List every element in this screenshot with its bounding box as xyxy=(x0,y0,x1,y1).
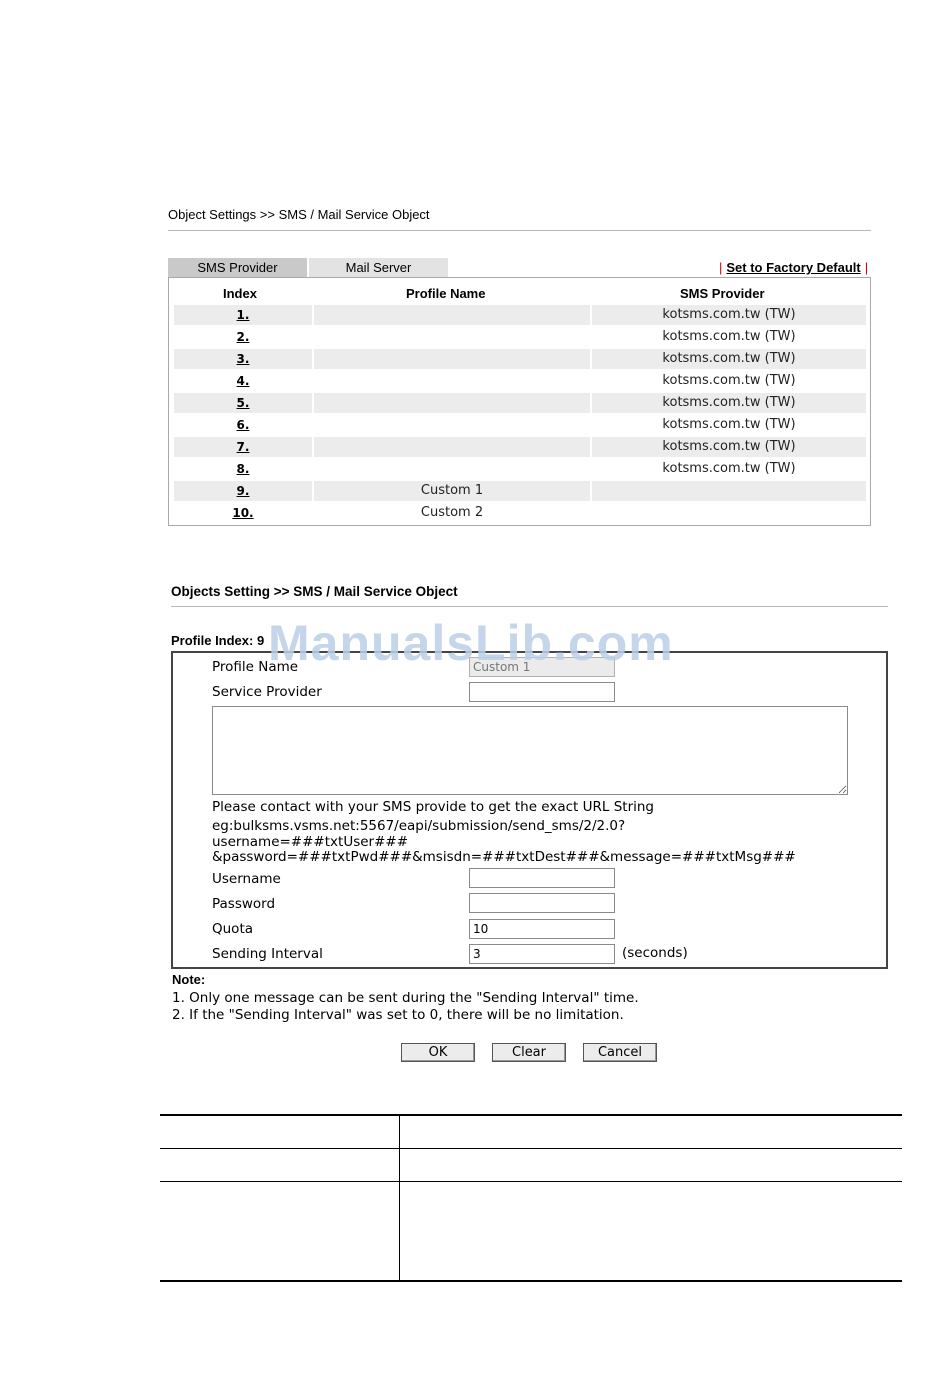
breadcrumb: Object Settings >> SMS / Mail Service Object xyxy=(168,207,430,222)
doc-table-bottom-border xyxy=(160,1280,902,1282)
cancel-button[interactable]: Cancel xyxy=(583,1043,657,1062)
profile-name-cell xyxy=(314,393,590,413)
password-label: Password xyxy=(212,896,276,912)
index-link[interactable]: 4. xyxy=(236,374,250,388)
quota-label: Quota xyxy=(212,921,254,937)
url-example-text: &password=###txtPwd###&msisdn=###txtDest###&message=###txtMsg### xyxy=(212,849,796,865)
column-header-profile-name: Profile Name xyxy=(406,286,486,301)
doc-table-column-divider xyxy=(399,1116,400,1280)
set-factory-default-link[interactable]: Set to Factory Default xyxy=(726,260,861,275)
profile-name-cell xyxy=(314,349,590,369)
table-row xyxy=(174,459,866,479)
table-row xyxy=(174,481,866,501)
doc-table-top-border xyxy=(160,1114,902,1116)
profile-name-cell xyxy=(314,437,590,457)
sms-provider-cell: kotsms.com.tw (TW) xyxy=(592,437,866,457)
profile-name-cell xyxy=(314,415,590,435)
index-link[interactable]: 3. xyxy=(236,352,250,366)
sms-provider-cell xyxy=(592,481,866,501)
profile-name-cell xyxy=(314,459,590,479)
index-link[interactable]: 10. xyxy=(232,506,254,520)
username-label: Username xyxy=(212,871,281,887)
tab-mail-server[interactable]: Mail Server xyxy=(309,258,448,277)
sms-provider-cell: kotsms.com.tw (TW) xyxy=(592,305,866,325)
profile-name-label: Profile Name xyxy=(212,659,299,675)
sms-provider-cell: kotsms.com.tw (TW) xyxy=(592,349,866,369)
url-example-text: username=###txtUser### xyxy=(212,834,409,850)
table-row xyxy=(174,327,866,347)
password-field[interactable] xyxy=(469,893,615,913)
index-link[interactable]: 9. xyxy=(236,484,250,498)
separator: | xyxy=(719,260,723,275)
profile-name-cell: Custom 1 xyxy=(314,481,590,501)
sms-provider-cell: kotsms.com.tw (TW) xyxy=(592,393,866,413)
table-row xyxy=(174,503,866,523)
ok-button[interactable]: OK xyxy=(401,1043,475,1062)
index-link[interactable]: 2. xyxy=(236,330,250,344)
sms-provider-table xyxy=(168,277,871,526)
sms-provider-cell: kotsms.com.tw (TW) xyxy=(662,461,796,476)
seconds-unit-label: (seconds) xyxy=(622,945,688,961)
url-hint-text: Please contact with your SMS provide to get the exact URL String xyxy=(212,799,655,815)
separator: | xyxy=(864,260,869,275)
doc-table-divider xyxy=(160,1181,902,1182)
sms-provider-cell: kotsms.com.tw (TW) xyxy=(662,329,796,344)
profile-name-cell xyxy=(314,305,590,325)
table-row xyxy=(174,415,866,435)
index-link[interactable]: 1. xyxy=(236,308,250,322)
column-header-sms-provider: SMS Provider xyxy=(680,286,765,301)
column-header-index: Index xyxy=(223,286,257,301)
note-item: 1. Only one message can be sent during the "Sending Interval" time. xyxy=(172,990,639,1006)
clear-button[interactable]: Clear xyxy=(492,1043,566,1062)
breadcrumb-edit: Objects Setting >> SMS / Mail Service Object xyxy=(171,584,458,599)
sending-interval-label: Sending Interval xyxy=(212,946,323,962)
index-link[interactable]: 7. xyxy=(236,440,250,454)
factory-default-area xyxy=(719,260,868,275)
quota-field[interactable] xyxy=(469,919,615,939)
sms-provider-cell xyxy=(592,503,866,523)
note-title: Note: xyxy=(172,972,206,987)
username-field[interactable] xyxy=(469,868,615,888)
index-link[interactable]: 6. xyxy=(236,418,250,432)
index-link[interactable]: 8. xyxy=(236,462,250,476)
url-example-text: eg:bulksms.vsms.net:5567/eapi/submission/send_sms/2/2.0? xyxy=(212,818,626,834)
profile-name-cell xyxy=(314,371,590,391)
service-provider-label: Service Provider xyxy=(212,684,322,700)
breadcrumb-divider xyxy=(171,606,888,607)
sms-provider-cell: kotsms.com.tw (TW) xyxy=(662,373,796,388)
profile-index-title: Profile Index: 9 xyxy=(171,633,265,648)
table-row xyxy=(174,437,866,457)
table-row xyxy=(174,305,866,325)
breadcrumb-divider xyxy=(168,230,871,231)
table-row xyxy=(174,349,866,369)
watermark: ManualsLib.com xyxy=(268,615,674,671)
tab-sms-provider[interactable]: SMS Provider xyxy=(168,258,307,277)
note-item: 2. If the "Sending Interval" was set to 0, there will be no limitation. xyxy=(172,1007,624,1023)
profile-name-cell: Custom 2 xyxy=(420,505,484,520)
profile-name-cell xyxy=(314,327,590,347)
url-string-textarea[interactable] xyxy=(212,706,848,795)
service-provider-field[interactable] xyxy=(469,682,615,702)
index-link[interactable]: 5. xyxy=(236,396,250,410)
sms-provider-cell: kotsms.com.tw (TW) xyxy=(662,417,796,432)
sending-interval-field[interactable] xyxy=(469,944,615,964)
table-row xyxy=(174,371,866,391)
table-row xyxy=(174,393,866,413)
doc-table-divider xyxy=(160,1148,902,1149)
